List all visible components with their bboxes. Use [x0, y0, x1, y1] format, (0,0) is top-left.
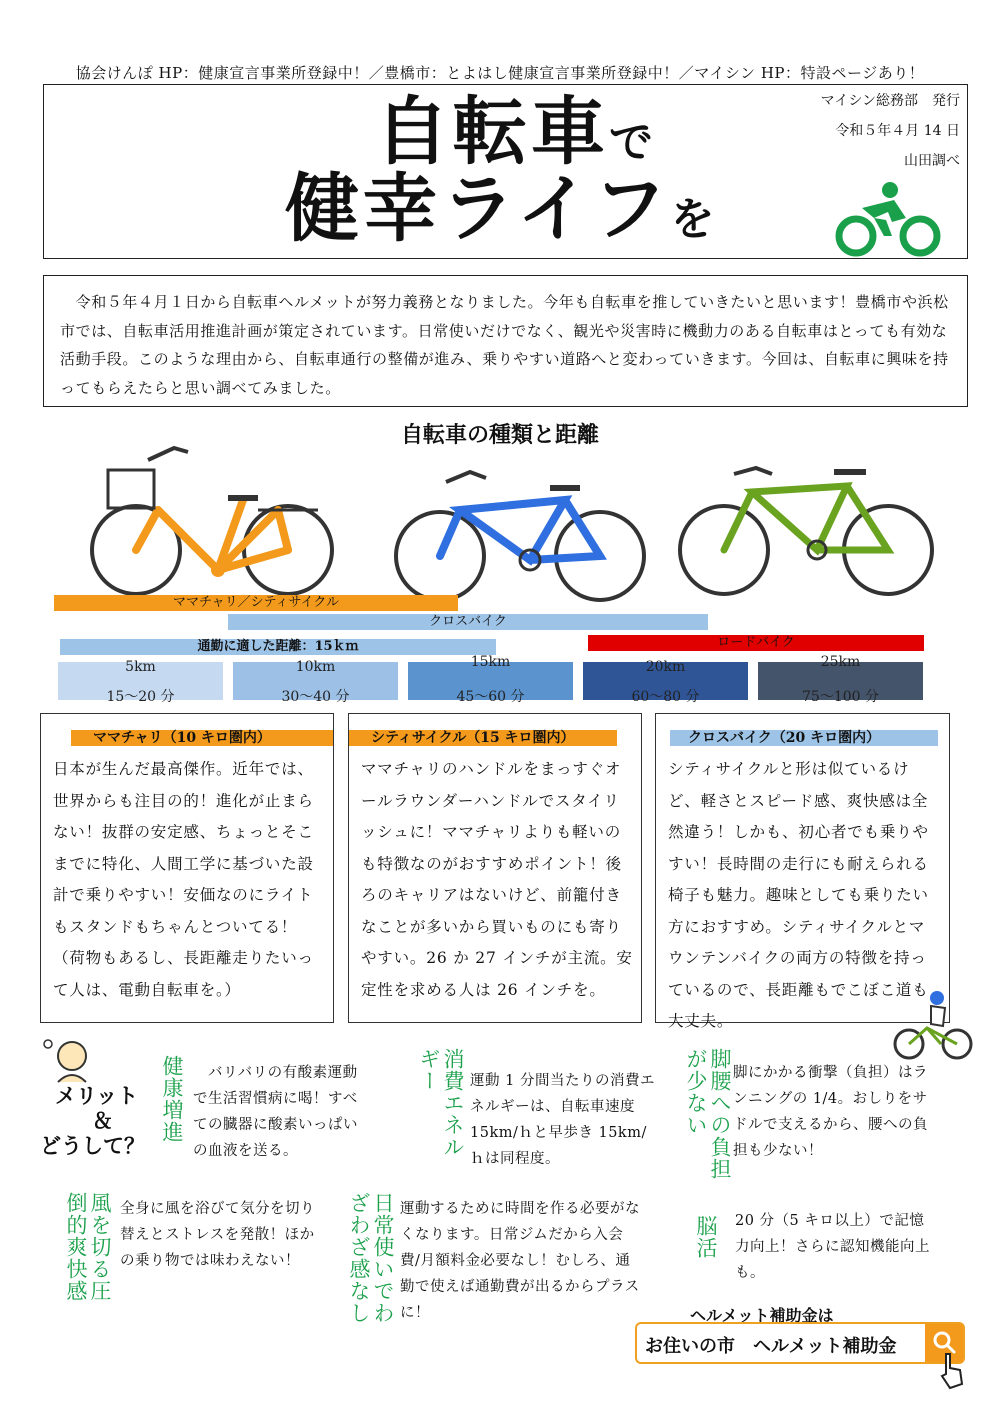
card-mamachari-header: ママチャリ（10 キロ圏内） — [71, 730, 333, 746]
merit-title-1: メリット — [55, 1084, 139, 1108]
merit-text-energy: 運動 1 分間当たりの消費エネルギーは、自転車速度 15km/ｈと早歩き 15km/ｈは同程度。 — [470, 1073, 655, 1167]
distance-block-10km: 10km 30～40 分 — [233, 662, 398, 700]
intro-text: 令和５年４月１日から自転車ヘルメットが努力義務となりました。今年も自転車を推していきたいと思います！豊橋市や浜松市では、自転車活用推進計画が策定されています。日常使いだけでなく、観光や災害時に機動力のある自転車はとっても有効な活動手段。このような理由から、自転車通行の整備が進み、乗りやすい道路へと変わっていきます。今回は、自転車に興味を持ってもらえたらと思い調べてみました。 — [43, 275, 968, 407]
card-mamachari — [40, 713, 334, 1023]
distance-block-25km: 25km 75～100 分 — [758, 662, 923, 700]
search-caption: ヘルメット補助金は — [690, 1306, 834, 1325]
pointer-hand-icon — [936, 1350, 968, 1392]
merit-label-energy: 消費エネルギー — [417, 1048, 465, 1158]
commute-range-bar: 通勤に適した距離：15ｋｍ — [60, 639, 496, 655]
cross-bike-image — [390, 460, 652, 608]
merit-label-health: 健康増進 — [160, 1055, 184, 1143]
card-city-cycle-body: ママチャリのハンドルをまっすぐオールラウンダーハンドルでスタイリッシュに！ママチャリよりも軽いのも特徴なのがおすすめポイント！後ろのキャリアはないけど、前籠付きなことが多いから買いものにも寄りやすい。26 か 27 インチが主流。安定性を求める人は 26 インチを。 — [361, 760, 633, 999]
merit-text-joint: 脚にかかる衝撃（負担）はランニングの 1/4。おしりをサドルで支えるから、腰への負担も少ない！ — [733, 1065, 928, 1159]
distance-block-5km: 5km 15～20 分 — [58, 662, 223, 700]
merit-label-refresh: 風を切る圧倒的爽快感 — [64, 1192, 112, 1302]
merit-title-2: ＆ — [92, 1109, 113, 1133]
merit-text-brain: 20 分（5 キロ以上）で記憶力向上！さらに認知機能向上も。 — [735, 1213, 930, 1281]
merit-label-brain: 脳活 — [694, 1215, 718, 1259]
top-notice: 協会けんぽ HP：健康宣言事業所登録中！／豊橋市：とよはし健康宣言事業所登録中！／マイシン HP：特設ページあり！ — [75, 64, 925, 82]
search-query: お住いの市 ヘルメット補助金 — [645, 1336, 897, 1357]
card-mamachari-body: 日本が生んだ最高傑作。近年では、世界からも注目の的！進化が止まらない！抜群の安定感、ちょっとそこまでに特化、人間工学に基づいた設計で乗りやすい！安価なのにライトもスタンドもちゃんとついてる！（荷物もあるし、長距離走りたいって人は、電動自転車を。） — [53, 760, 314, 999]
mamachari-range-bar: ママチャリ／シティサイクル — [54, 595, 458, 611]
author: 山田調べ — [904, 153, 960, 169]
rider-illustration-icon — [893, 990, 973, 1062]
merit-label-daily: 日常使いでわざわざ感なし — [347, 1192, 395, 1324]
card-city-cycle — [348, 713, 642, 1023]
mamachari-bicycle-image — [78, 440, 346, 600]
card-city-cycle-header: シティサイクル（15 キロ圏内） — [349, 730, 617, 746]
card-cross-bike — [655, 713, 950, 1030]
cyclist-icon — [832, 180, 944, 258]
title-line1: 自転車で — [375, 89, 657, 175]
card-cross-bike-header: クロスバイク（20 キロ圏内） — [670, 730, 938, 746]
issue-date: 令和５年４月 14 日 — [835, 123, 960, 139]
merit-label-joint: 脚腰への負担が少ない — [684, 1048, 732, 1180]
merit-text-health: バリバリの有酸素運動で生活習慣病に喝！すべての臓器に酸素いっぱいの血液を送る。 — [193, 1065, 358, 1159]
title-line2: 健幸ライフを — [285, 166, 719, 252]
merit-title-3: どうして？ — [40, 1134, 145, 1158]
publisher: マイシン総務部 発行 — [820, 93, 960, 109]
card-cross-bike-body: シティサイクルと形は似ているけど、軽さとスピード感、爽快感は全然違う！しかも、初心者でも乗りやすい！長時間の走行にも耐えられる椅子も魅力。趣味としても乗りたい方におすすめ。シティサイクルとマウンテンバイクの両方の特徴を持っているので、長距離もでこぼこ道も大丈夫。 — [668, 760, 929, 1030]
cross-range-bar: クロスバイク — [228, 614, 708, 630]
section-title: 自転車の種類と距離 — [400, 423, 599, 448]
road-range-bar: ロードバイク — [588, 635, 924, 651]
search-box[interactable] — [635, 1322, 965, 1364]
road-bike-image — [672, 462, 942, 610]
distance-block-20km: 20km 60～80 分 — [583, 662, 748, 700]
merit-text-daily: 運動するために時間を作る必要がなくなります。日常ジムだから入会費/月額料金必要なし！むしろ、通勤で使えば通勤費が出るからプラスに！ — [400, 1201, 640, 1321]
distance-block-15km: 15km 45～60 分 — [408, 662, 573, 700]
merit-text-refresh: 全身に風を浴びて気分を切り替えとストレスを発散！ほかの乗り物では味わえない！ — [120, 1201, 315, 1269]
